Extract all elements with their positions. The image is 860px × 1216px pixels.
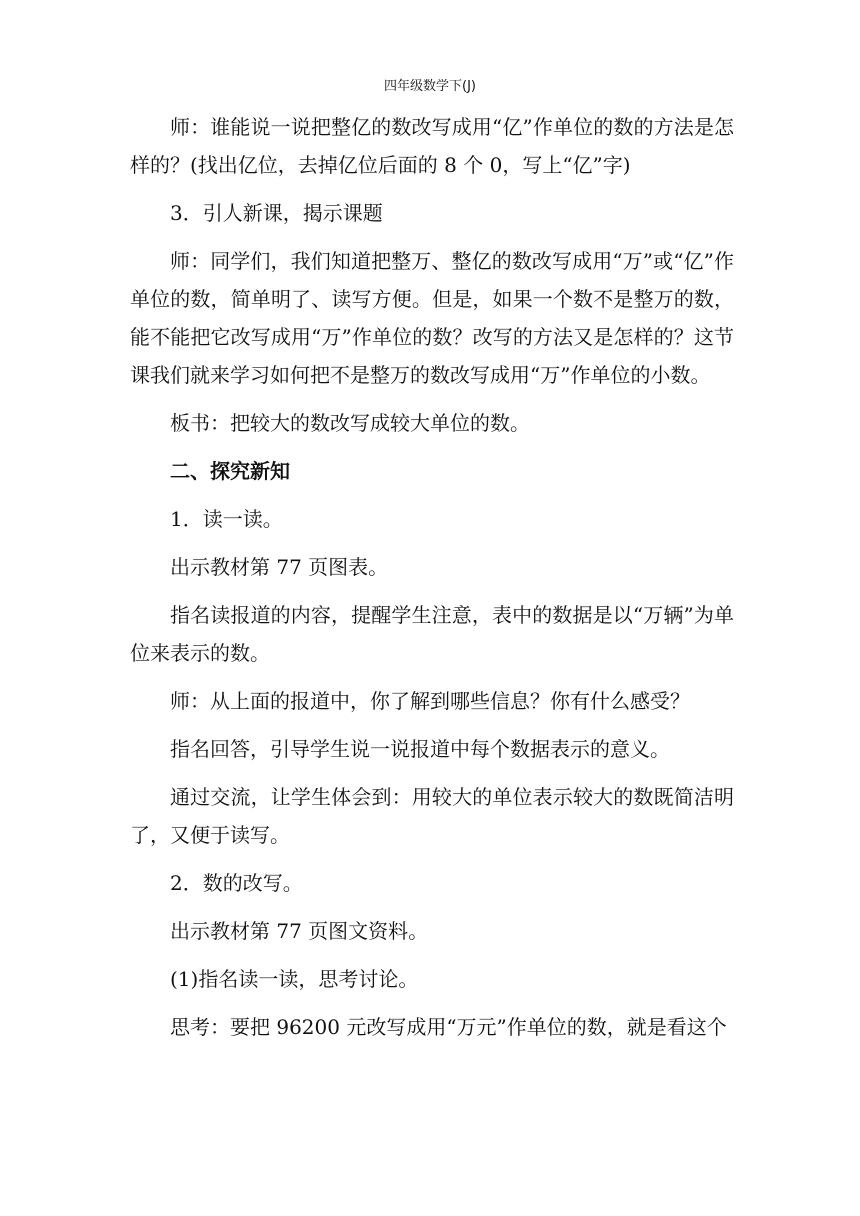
paragraph: 师：谁能说一说把整亿的数改写成用“亿”作单位的数的方法是怎样的？(找出亿位，去掉亿位后面的 8 个 0，写上“亿”字) [130, 115, 734, 177]
section-title: 二、探究新知 [170, 459, 290, 483]
document-body [130, 108, 734, 1046]
section-heading: 1．读一读。 [170, 507, 283, 531]
paragraph: 出示教材第 77 页图文资料。 [170, 919, 429, 943]
paragraph: (1)指名读一读，思考讨论。 [170, 967, 419, 991]
paragraph: 师：从上面的报道中，你了解到哪些信息？你有什么感受？ [170, 689, 690, 713]
page-header: 四年级数学下(J) [384, 79, 476, 94]
board-note: 板书：把较大的数改写成较大单位的数。 [170, 411, 530, 435]
paragraph: 通过交流，让学生体会到：用较大的单位表示较大的数既简洁明了，又便于读写。 [130, 785, 734, 847]
section-heading: 3．引人新课，揭示课题 [170, 201, 383, 225]
section-heading: 2．数的改写。 [170, 871, 303, 895]
paragraph: 指名回答，引导学生说一说报道中每个数据表示的意义。 [170, 737, 670, 761]
paragraph: 出示教材第 77 页图表。 [170, 555, 389, 579]
paragraph: 师：同学们，我们知道把整万、整亿的数改写成用“万”或“亿”作单位的数，简单明了、读写方便。但是，如果一个数不是整万的数，能不能把它改写成用“万”作单位的数？改写的方法又是怎样的？这节课我们就来学习如何把不是整万的数改写成用“万”作单位的小数。 [130, 249, 734, 387]
paragraph: 指名读报道的内容，提醒学生注意，表中的数据是以“万辆”为单位来表示的数。 [130, 603, 734, 665]
paragraph: 思考：要把 96200 元改写成用“万元”作单位的数，就是看这个 [170, 1015, 727, 1039]
